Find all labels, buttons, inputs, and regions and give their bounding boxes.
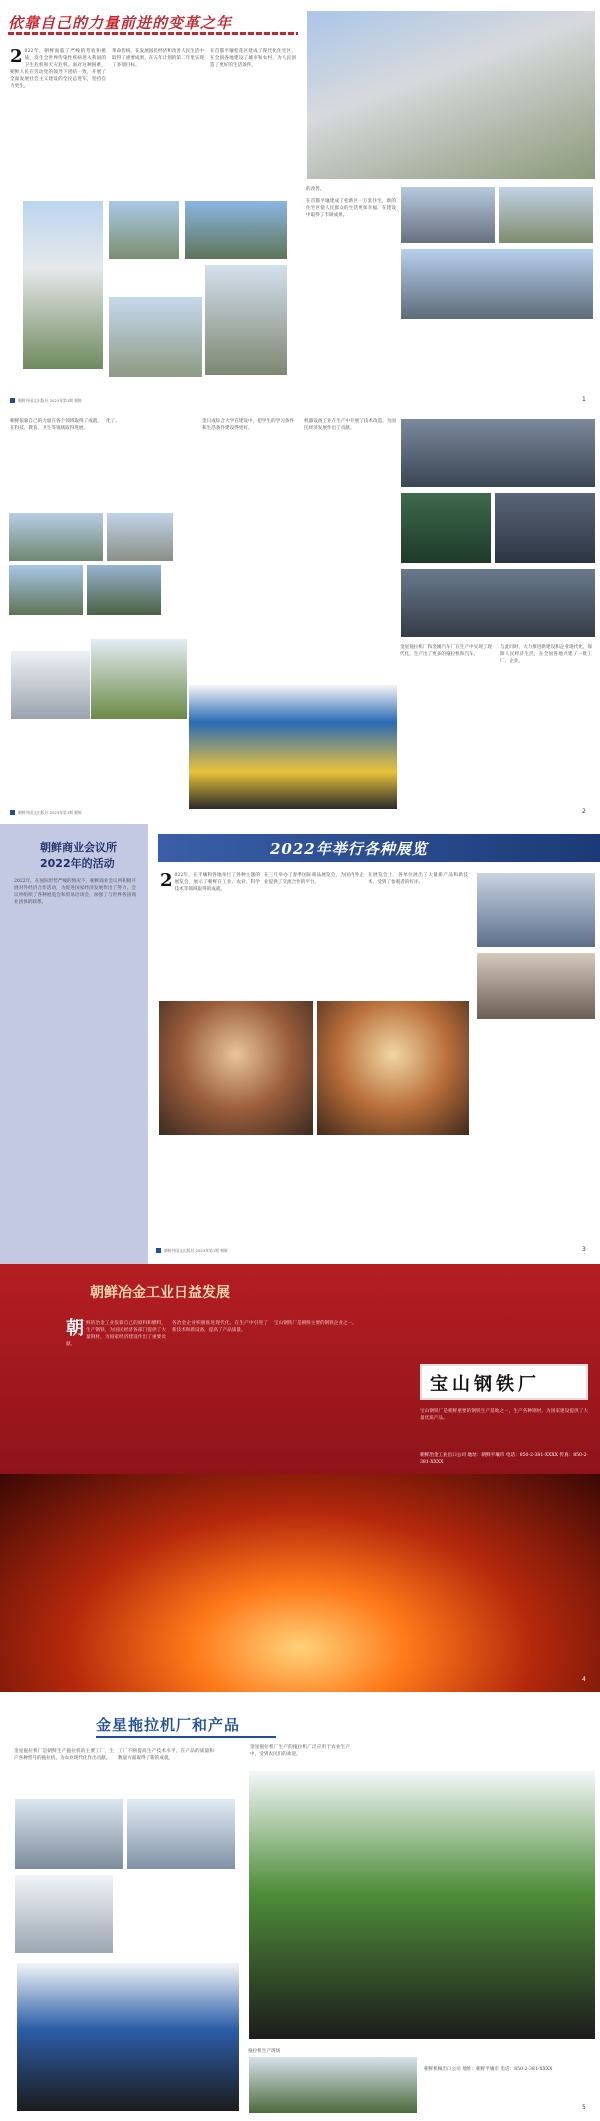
article-column-3: 宝山钢铁厂是朝鲜主要的钢铁企业之一。 xyxy=(274,1321,357,1326)
photo-high-rise xyxy=(22,200,104,370)
photo-exhibition-booth xyxy=(476,952,596,1020)
page-number: 1 xyxy=(582,396,586,403)
photo-green-tractor-large xyxy=(248,1770,596,2040)
photo-caption: 拖拉机生产现场 xyxy=(248,2049,281,2054)
photo-workshop xyxy=(400,568,596,638)
article-column-2: 革命传统，在发展国民经济和改善人民生活中取得了重要成果。在五年计划的第二年里实现了多项目标。 xyxy=(112,49,204,68)
article-column-4: 机器设备工业在生产中开展了技术改造，为国民经济发展作出了贡献。 xyxy=(304,419,396,431)
photo-factory-building xyxy=(400,186,496,244)
article-column-1: 金星拖拉机厂是朝鲜生产拖拉机的主要工厂，生产各种型号的拖拉机，为农业现代化作出贡献。 xyxy=(14,1749,114,1761)
drop-cap: 朝 xyxy=(66,1318,84,1339)
magazine-logo-icon xyxy=(156,1248,161,1253)
company-contact: 朝鲜机械出口公司 地址：朝鲜平壤市 电话：850-2-381-XXXX xyxy=(424,2067,553,2072)
article-column-6: 与此同时，大力推进新建设和企业现代化，保障人民经济生活，在全国各地兴建了一批工厂、企业。 xyxy=(500,645,592,664)
photo-villa xyxy=(204,264,288,376)
photo-apartments xyxy=(108,296,203,378)
photo-steel-furnace xyxy=(0,1474,600,1692)
page-number: 5 xyxy=(582,2104,586,2111)
photo-blue-tractor xyxy=(16,1962,240,2112)
photo-truck xyxy=(10,650,92,720)
page-number: 4 xyxy=(582,1676,586,1683)
photo-exhibition-crowd xyxy=(158,1000,314,1136)
photo-tractor-fleet xyxy=(248,2056,418,2114)
article-column-1: 朝鲜依靠自己的力量在各个领域取得了成就，在科技、教育、卫生等领域取得进展。 xyxy=(10,419,102,431)
page-footer: 朝鲜外国文出版社 2023年第1期 朝鲜 xyxy=(18,810,82,815)
article-column-5: 金星拖拉机厂和金刚汽车厂在生产中实现了现代化，生产出了更多的拖拉机和汽车。 xyxy=(400,645,492,657)
page-4 xyxy=(0,1264,600,1692)
photo-double-decker-bus xyxy=(188,684,398,810)
photo-factory-floor xyxy=(14,1798,124,1870)
photo-buildings xyxy=(106,512,174,562)
article-title: 金星拖拉机厂和产品 xyxy=(96,1716,241,1734)
section-title: 2022年举行各种展览 xyxy=(270,840,428,858)
page-footer: 朝鲜外国文出版社 2023年第1期 朝鲜 xyxy=(164,1248,228,1253)
title-underline xyxy=(8,32,298,35)
photo-assembly-line xyxy=(126,1798,236,1870)
article-column-5: 在首都平壤建成了松新区一万套住宅，新的住宅区使人民群众的生活更加幸福，在建设中取得了丰硕成果。 xyxy=(306,199,396,218)
photo-exhibition-hall xyxy=(476,872,596,948)
article-title: 依靠自己的力量前进的变革之年 xyxy=(8,14,233,32)
photo-greenhouse xyxy=(498,186,594,244)
sidebar-text: 2022年，在国际形势严峻的情况下，朝鲜商业会议所积极开展对外经济合作活动，为促进国家经济发展作出了努力。会议所组织了各种展览会和贸易洽谈会，加强了与世界各国商业团体的联系。 xyxy=(14,879,136,905)
photo-factory-interior xyxy=(400,418,596,488)
magazine-logo-icon xyxy=(10,398,15,403)
photo-green-tractor xyxy=(90,638,188,720)
photo-trade-fair xyxy=(316,1000,470,1136)
article-column-2: 工厂不断提高生产技术水平，在产品的质量和数量方面取得了新的成就。 xyxy=(118,1749,214,1761)
article-column-1: 朝 鲜的冶金工业依靠自己的原料和燃料，生产钢铁，为国民经济各部门提供了大量钢材，为国家经济建设作出了重要贡献。 xyxy=(66,1318,166,1347)
photo-pipes xyxy=(400,492,492,564)
photo-lake-houses xyxy=(108,200,180,260)
article-column-4: 的改善。 xyxy=(306,187,325,192)
article-title: 朝鲜冶金工业日益发展 xyxy=(90,1285,230,1301)
photo-field xyxy=(8,564,84,616)
company-name: 宝山钢铁厂 xyxy=(430,1374,540,1395)
photo-machines xyxy=(494,492,596,564)
page-footer: 朝鲜外国文出版社 2023年第1期 朝鲜 xyxy=(18,398,82,403)
page-number: 3 xyxy=(582,1246,586,1253)
article-column-3: 金星拖拉机厂生产的拖拉机广泛应用于农业生产中，受到农民们的欢迎。 xyxy=(250,1745,350,1757)
article-column-2: 在三月举办了春季国际商品展览会，为国内外企业提供了交流合作的平台。 xyxy=(264,873,364,885)
article-column-3: 在首都平壤松花区建成了现代化住宅区，在全国各地建设了城市和农村，为人民创造了更好的生活条件。 xyxy=(210,49,296,68)
company-description: 宝山钢铁厂是朝鲜重要的钢铁生产基地之一，生产各种钢材，为国家建设提供了大量优质产品。 xyxy=(420,1409,588,1421)
drop-cap: 2 xyxy=(160,870,173,891)
page-3 xyxy=(0,824,600,1264)
article-column-3: 金日成综合大学在建设中，把学生的学习条件和生活条件建设得更好。 xyxy=(202,419,294,431)
page-number: 2 xyxy=(582,808,586,815)
photo-town-aerial xyxy=(306,10,596,180)
magazine-logo-icon xyxy=(10,810,15,815)
article-column-1: 2 022年，在平壤和各地举行了各种主题的展览会，展示了朝鲜在工业、农业、科学技术等领域取得的成就。 xyxy=(160,870,260,892)
photo-riverside xyxy=(184,200,288,260)
title-underline xyxy=(96,1736,276,1738)
article-column-3: 在展览会上，各单位展出了大量新产品和新技术，受到了参观者的好评。 xyxy=(368,873,468,885)
photo-tractor-show xyxy=(14,1874,114,1954)
photo-greenhouse-rows xyxy=(86,564,162,616)
article-column-2: 化了。 xyxy=(106,419,120,424)
sidebar-title: 朝鲜商业会议所 2022年的活动 xyxy=(40,841,117,870)
page-2 xyxy=(0,412,600,824)
page-5 xyxy=(0,1692,600,2121)
company-contact: 朝鲜冶金工业出口公司 地址：朝鲜平壤市 电话：850-2-381-XXXX 传真：850-2-381-XXXX xyxy=(420,1453,588,1465)
article-column-1: 2 022年，朝鲜面临了严峻的考验和挑战，发生全世界传染性疾病进入我国的卫生危机和天灾危机。面对这种困难，朝鲜人民在劳动党的领导下团结一致，开展了全面发展社会主义建设的全民总进军，坚持自力更生。 xyxy=(10,46,106,89)
photo-complex xyxy=(400,248,594,320)
drop-cap: 2 xyxy=(10,46,23,67)
photo-power-plant xyxy=(8,512,104,562)
article-column-2: 各冶金企业积极推进现代化，在生产中引进了新技术和新设备，提高了产品质量。 xyxy=(172,1321,268,1333)
page-1 xyxy=(0,0,600,412)
